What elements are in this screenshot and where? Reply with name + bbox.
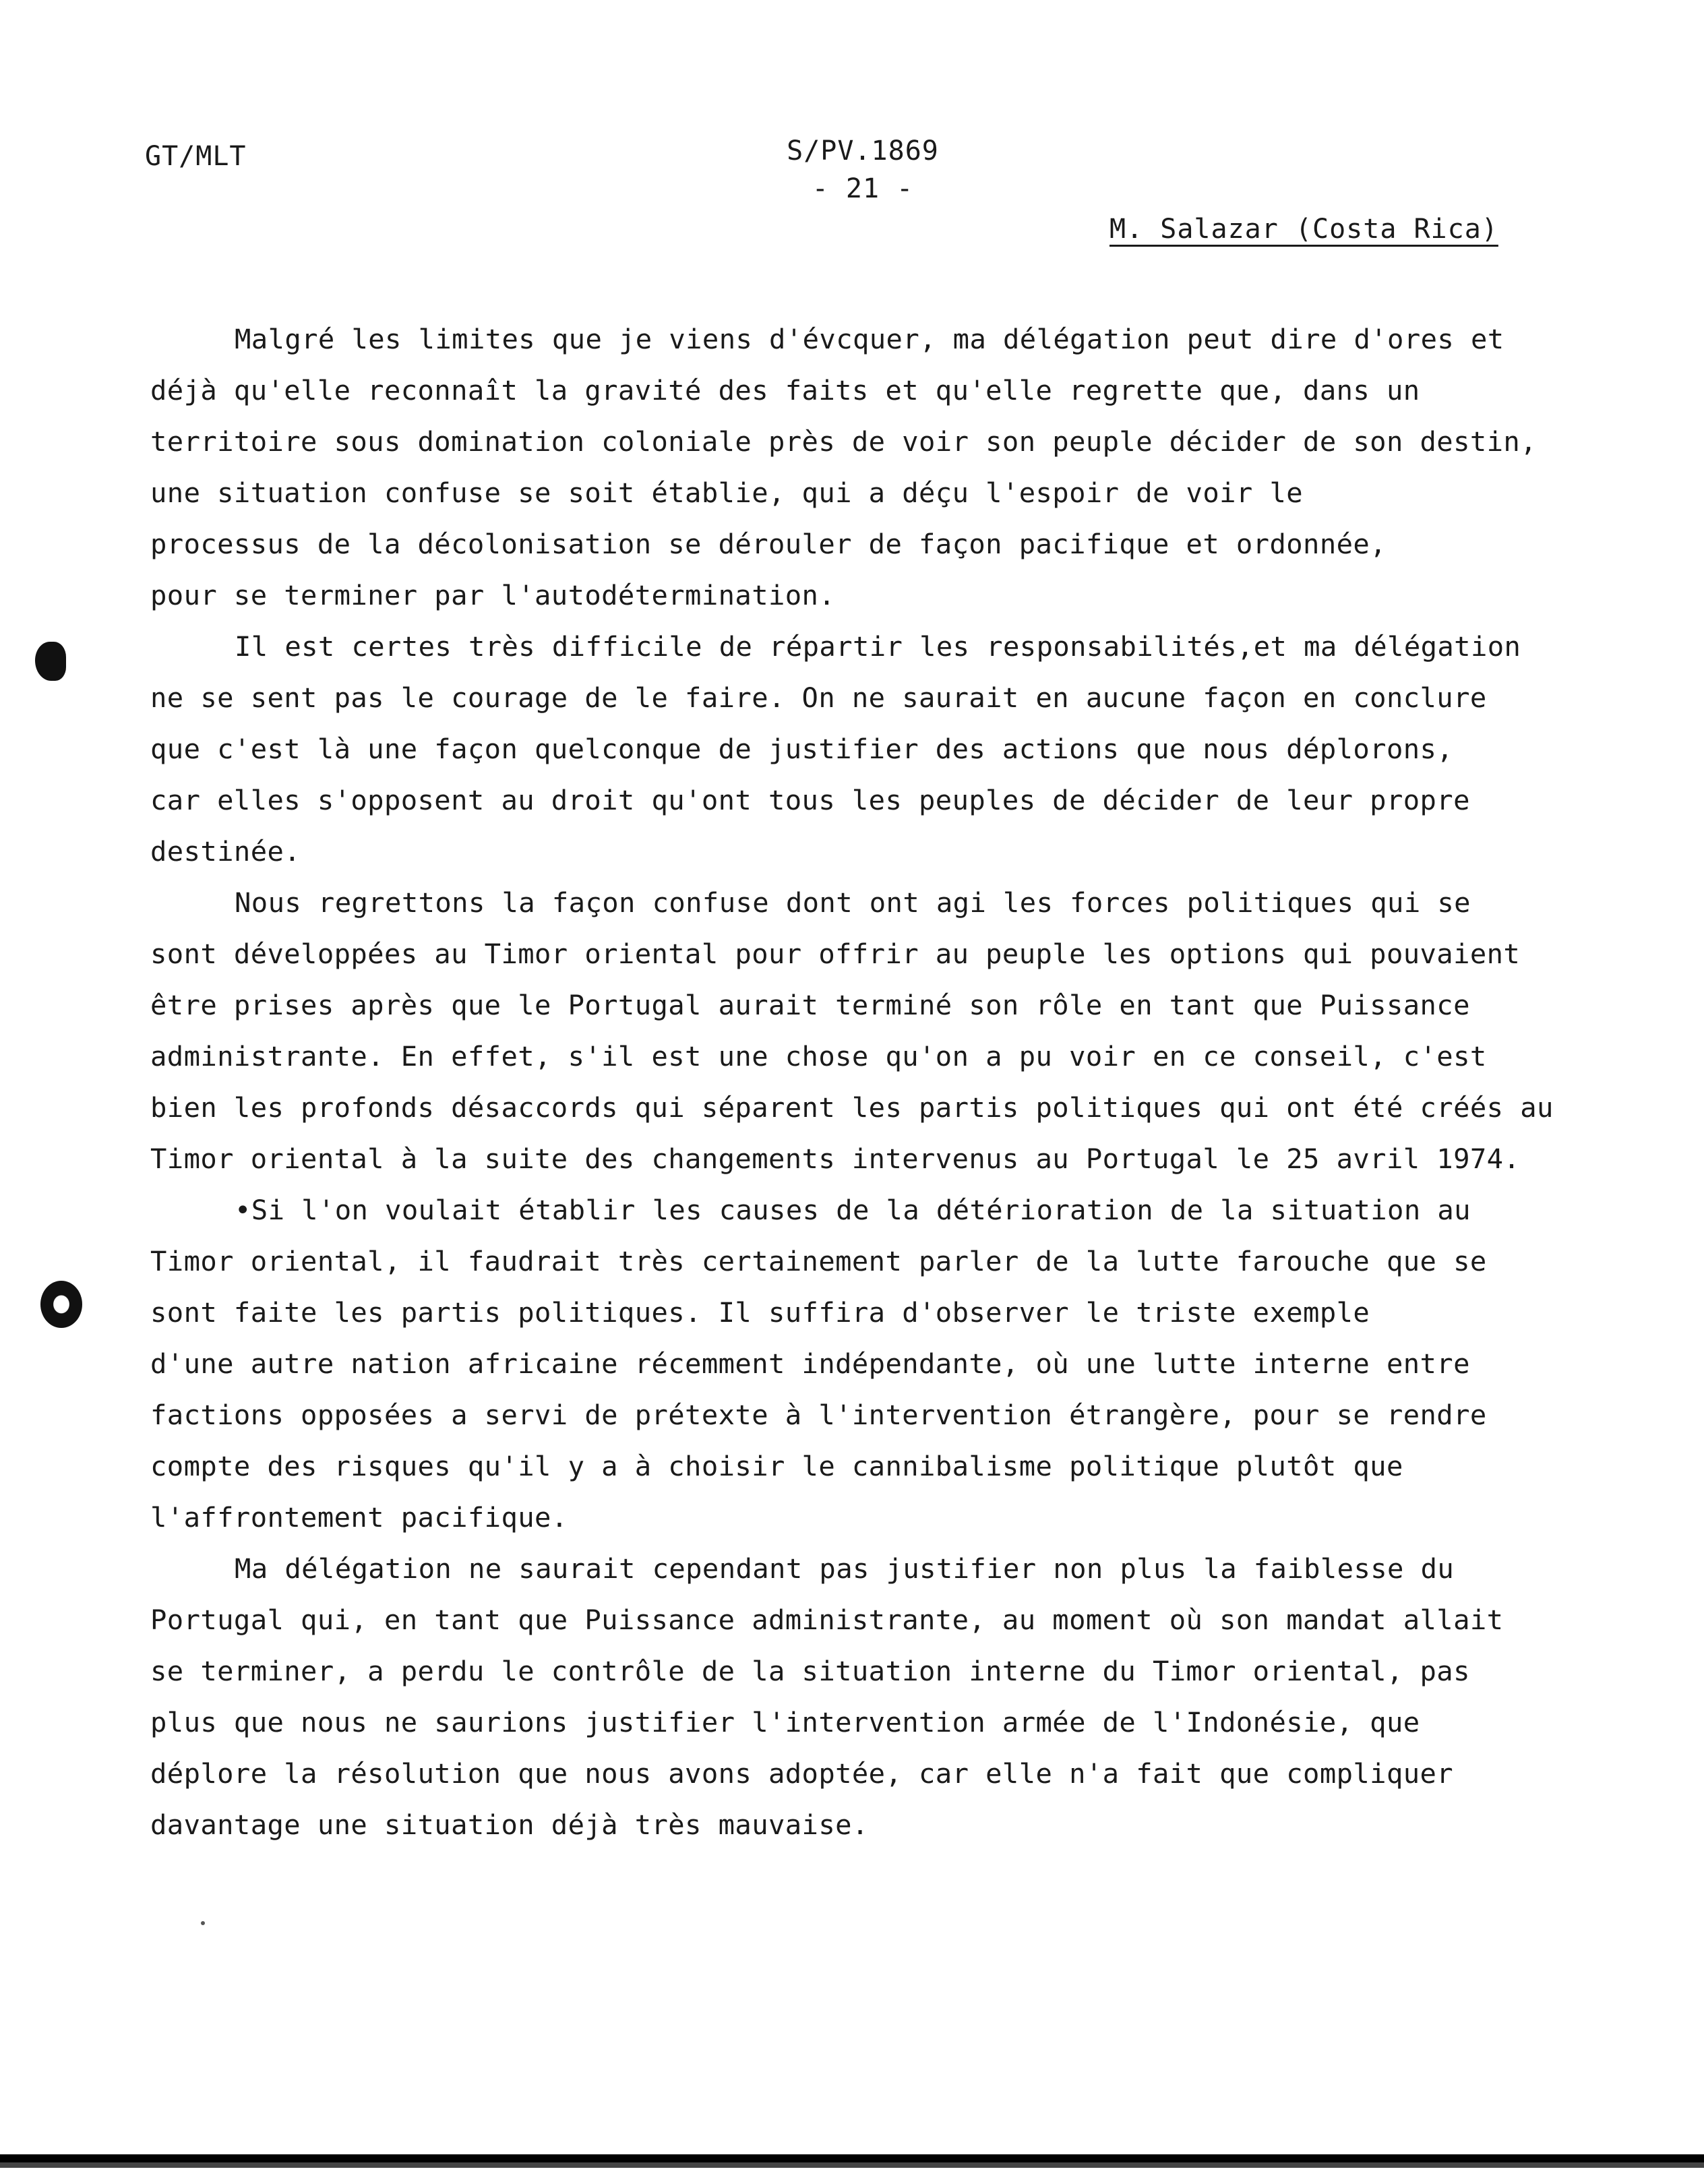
document-symbol: S/PV.1869: [787, 135, 939, 166]
text-line: plus que nous ne saurions justifier l'intervention armée de l'Indonésie, que: [150, 1706, 1420, 1738]
text-line: Il est certes très difficile de répartir les responsabilités,et ma délégation: [235, 630, 1521, 663]
text-line: l'affrontement pacifique.: [150, 1501, 568, 1534]
text-line: davantage une situation déjà très mauvaise.: [150, 1809, 869, 1841]
text-line: déplore la résolution que nous avons adoptée, car elle n'a fait que compliquer: [150, 1757, 1454, 1790]
text-line: ne se sent pas le courage de le faire. On ne saurait en aucune façon en conclure: [150, 681, 1487, 714]
text-line: d'une autre nation africaine récemment indépendante, où une lutte interne entre: [150, 1347, 1470, 1380]
text-line: déjà qu'elle reconnaît la gravité des faits et qu'elle regrette que, dans un: [150, 374, 1420, 406]
text-line: sont faite les partis politiques. Il suffira d'observer le triste exemple: [150, 1296, 1370, 1329]
text-line: Portugal qui, en tant que Puissance administrante, au moment où son mandat allait: [150, 1604, 1504, 1636]
text-line: administrante. En effet, s'il est une chose qu'on a pu voir en ce conseil, c'est: [150, 1040, 1487, 1072]
text-line: Malgré les limites que je viens d'évcquer, ma délégation peut dire d'ores et: [235, 323, 1504, 355]
text-line: Timor oriental, il faudrait très certainement parler de la lutte farouche que se: [150, 1245, 1487, 1277]
text-line: être prises après que le Portugal aurait terminé son rôle en tant que Puissance: [150, 989, 1470, 1021]
paragraph: [150, 621, 1573, 877]
text-line: que c'est là une façon quelconque de justifier des actions que nous déplorons,: [150, 733, 1454, 765]
text-line: compte des risques qu'il y a à choisir le cannibalisme politique plutôt que: [150, 1450, 1403, 1482]
document-code-left: GT/MLT: [145, 141, 247, 172]
text-line: bien les profonds désaccords qui séparent les partis politiques qui ont été créés au: [150, 1091, 1554, 1124]
document-symbol-block: [775, 132, 950, 208]
speck-mark: [201, 1921, 205, 1925]
text-line: territoire sous domination coloniale près de voir son peuple décider de son destin,: [150, 425, 1537, 458]
punch-hole-mark: [40, 1281, 82, 1328]
punch-hole-mark: [35, 642, 66, 681]
scan-edge-rule: [0, 2154, 1704, 2168]
text-line: factions opposées a servi de prétexte à l'intervention étrangère, pour se rendre: [150, 1399, 1487, 1431]
text-line: pour se terminer par l'autodétermination.: [150, 579, 836, 611]
speaker-heading: M. Salazar (Costa Rica): [1109, 214, 1498, 245]
text-line: Ma délégation ne saurait cependant pas justifier non plus la faiblesse du: [235, 1552, 1455, 1585]
paragraph: [150, 1543, 1573, 1850]
text-line: sont développées au Timor oriental pour offrir au peuple les options qui pouvaient: [150, 938, 1521, 970]
text-line: •Si l'on voulait établir les causes de la détérioration de la situation au: [235, 1194, 1471, 1226]
text-line: Timor oriental à la suite des changements intervenus au Portugal le 25 avril 1974.: [150, 1143, 1521, 1175]
document-body: [150, 313, 1573, 1850]
text-line: destinée.: [150, 835, 301, 868]
text-line: processus de la décolonisation se dérouler de façon pacifique et ordonnée,: [150, 528, 1387, 560]
paragraph: [150, 877, 1573, 1184]
page-number: - 21 -: [812, 173, 914, 204]
paragraph: [150, 1184, 1573, 1543]
text-line: se terminer, a perdu le contrôle de la situation interne du Timor oriental, pas: [150, 1655, 1470, 1687]
text-line: car elles s'opposent au droit qu'ont tous les peuples de décider de leur propre: [150, 784, 1470, 816]
text-line: une situation confuse se soit établie, qui a déçu l'espoir de voir le: [150, 477, 1304, 509]
text-line: Nous regrettons la façon confuse dont ont agi les forces politiques qui se: [235, 886, 1471, 919]
paragraph: [150, 313, 1573, 621]
